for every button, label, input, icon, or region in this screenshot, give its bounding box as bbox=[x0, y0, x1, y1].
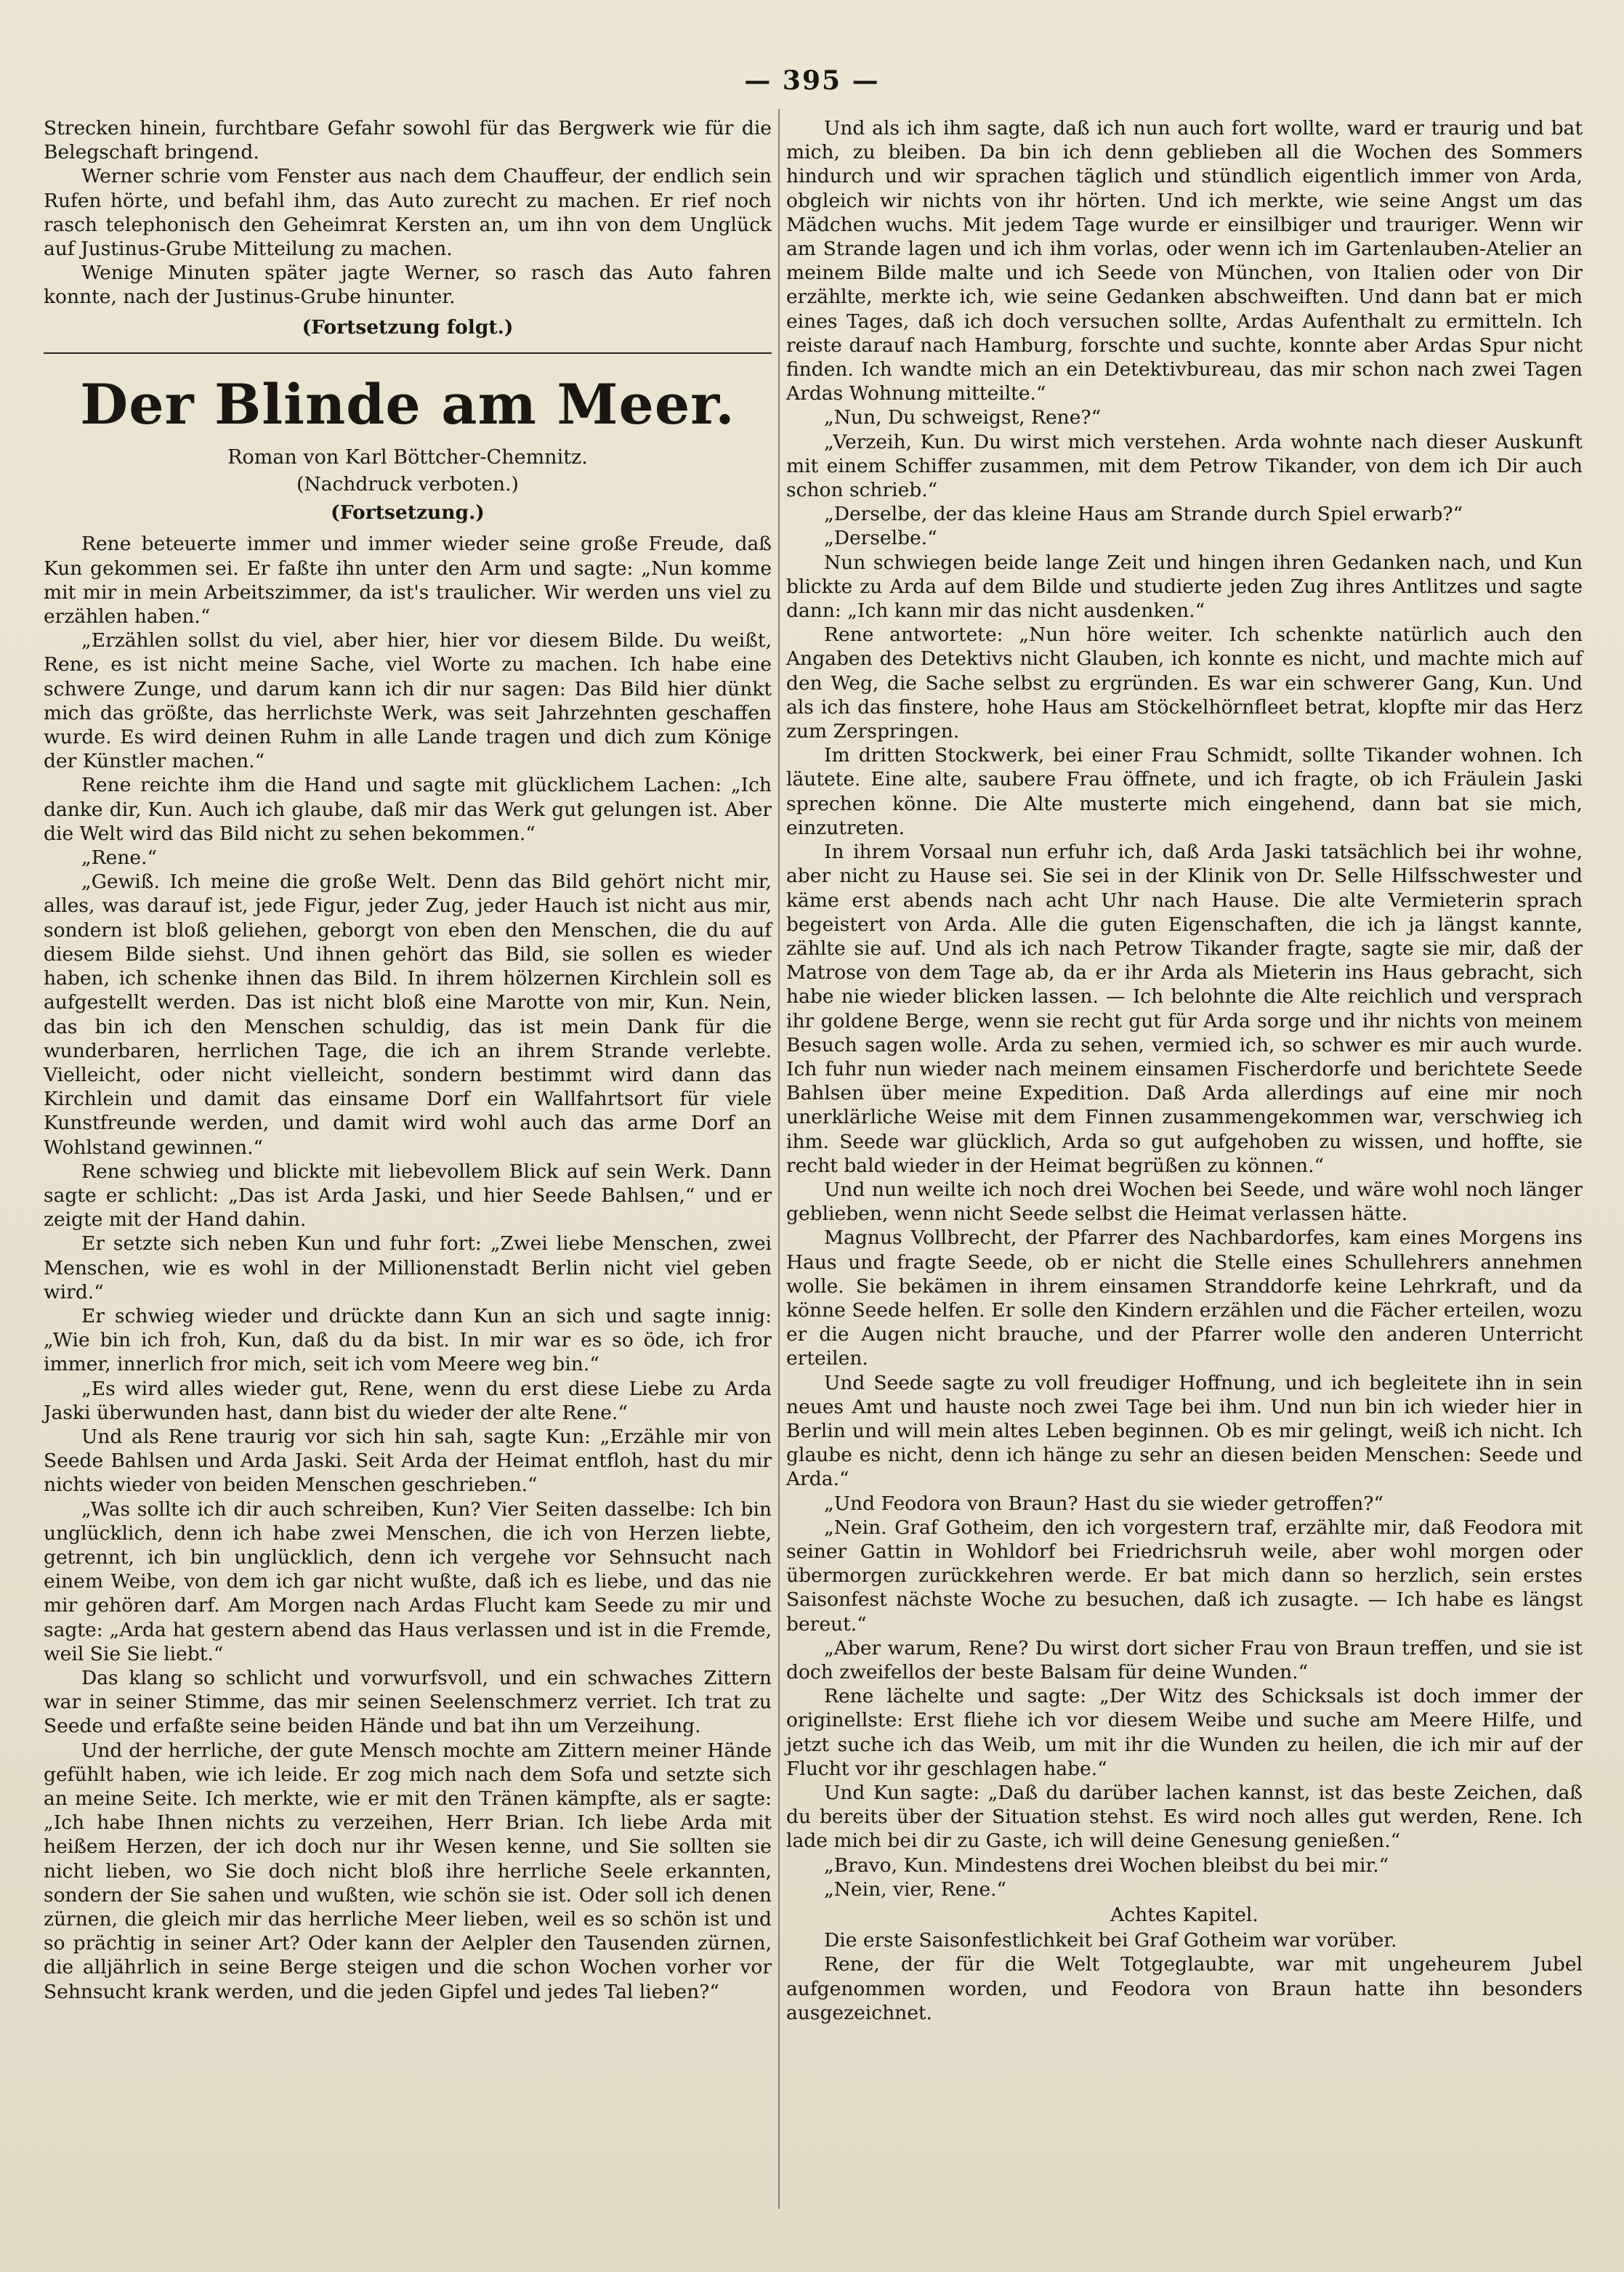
paragraph: „Aber warum, Rene? Du wirst dort sicher Frau von Braun treffen, und sie ist doch zweifellos der beste Balsam für deine Wunden.“ bbox=[786, 1636, 1583, 1683]
paragraph: Rene antwortete: „Nun höre weiter. Ich schenkte natürlich auch den Angaben des Detektivs nicht Glauben, ich konnte es nicht, und machte mich auf den Weg, die Sache selbst zu ergründen. Es war ein schwerer Gang, Kun. Und als ich das finstere, hohe Haus am Stöckelhörnfleet betrat, klopfte mir das Herz zum Zerspringen. bbox=[786, 623, 1583, 743]
paragraph: Rene, der für die Welt Totgeglaubte, war mit ungeheurem Jubel aufgenommen worden, und Feodora von Braun hatte ihn besonders ausgezeichnet. bbox=[786, 1953, 1583, 2024]
paragraph: Und als ich ihm sagte, daß ich nun auch fort wollte, ward er traurig und bat mich, zu bleiben. Da bin ich denn geblieben all die Wochen des Sommers hindurch und wir sprachen täglich und stündlich eigentlich immer von Arda, obgleich wir nichts von ihr hörten. Und ich merkte, wie seine Angst um das Mädchen wuchs. Mit jedem Tage wurde er einsilbiger und trauriger. Wenn wir am Strande lagen und ich ihm vorlas, oder wenn ich im Gartenlauben-Atelier an meinem Bilde malte und ich Seede von München, von Italien oder von Dir erzählte, merkte ich, wie seine Gedanken abschweiften. Und dann bat er mich eines Tages, daß ich doch versuchen sollte, Ardas Aufenthalt zu ermitteln. Ich reiste darauf nach Hamburg, forschte und suchte, konnte aber Ardas Spur nicht finden. Ich wandte mich an ein Detektivbureau, das mir schon nach zwei Tagen Ardas Wohnung mitteilte.“ bbox=[786, 117, 1583, 405]
paragraph: Im dritten Stockwerk, bei einer Frau Schmidt, sollte Tikander wohnen. Ich läutete. Eine alte, saubere Frau öffnete, und ich fragte, ob ich Fräulein Jaski sprechen könne. Die Alte musterte mich eingehend, dann bat sie mich, einzutreten. bbox=[786, 744, 1583, 839]
chapter-heading: Achtes Kapitel. bbox=[1110, 1904, 1259, 1927]
paragraph: Und Seede sagte zu voll freudiger Hoffnung, und ich begleitete ihn in sein neues Amt und hauste noch zwei Tage bei ihm. Und nun bin ich wieder hier in Berlin und will mein altes Leben beginnen. Ob es mir gelingt, weiß ich nicht. Ich glaube es nicht, denn ich hänge zu sehr an diesen beiden Menschen: Seede und Arda.“ bbox=[786, 1371, 1583, 1491]
page-number: — 395 — bbox=[744, 65, 880, 96]
paragraph: Werner schrie vom Fenster aus nach dem Chauffeur, der endlich sein Rufen hörte, und befahl ihm, das Auto zurecht zu machen. Er rief noch rasch telephonisch den Geheimrat Kersten an, um ihn von dem Unglück auf Justinus-Grube Mitteilung zu machen. bbox=[44, 165, 772, 261]
paragraph: Und als Rene traurig vor sich hin sah, sagte Kun: „Erzähle mir von Seede Bahlsen und Arda Jaski. Seit Arda der Heimat entfloh, hast du mir nichts wieder von beiden Menschen geschrieben.“ bbox=[44, 1425, 772, 1497]
paragraph: Und Kun sagte: „Daß du darüber lachen kannst, ist das beste Zeichen, daß du bereits über der Situation stehst. Es wird noch alles gut werden, Rene. Ich lade mich bei dir zu Gaste, ich will deine Genesung genießen.“ bbox=[786, 1782, 1583, 1853]
column-divider bbox=[778, 109, 780, 2209]
paragraph: „Nein. Graf Gotheim, den ich vorgestern traf, erzählte mir, daß Feodora mit seiner Gattin in Wohldorf bei Friedrichsruh weile, aber wohl morgen oder übermorgen zurückkehren werde. Er bat mich dann so herzlich, sein erstes Saisonfest nächste Woche zu besuchen, daß ich zusagte. — Ich habe es längst bereut.“ bbox=[786, 1516, 1583, 1636]
paragraph: „Es wird alles wieder gut, Rene, wenn du erst diese Liebe zu Arda Jaski überwunden hast, dann bist du wieder der alte Rene.“ bbox=[44, 1377, 772, 1424]
paragraph: Er schwieg wieder und drückte dann Kun an sich und sagte innig: „Wie bin ich froh, Kun, daß du da bist. In mir war es so öde, ich fror immer, innerlich fror mich, seit ich vom Meere weg bin.“ bbox=[44, 1304, 772, 1376]
story bbox=[44, 371, 772, 2004]
paragraph: „Nun, Du schweigst, Rene?“ bbox=[824, 406, 1102, 429]
paragraph: „Gewiß. Ich meine die große Welt. Denn das Bild gehört nicht mir, alles, was darauf ist, jede Figur, jeder Zug, jeder Hauch ist nicht aus mir, sondern ist bloß geliehen, geborgt von eben den Menschen, die du auf diesem Bilde siehst. Und ihnen gehört das Bild, sie sollen es wieder haben, ich schenke ihnen das Bild. In ihrem hölzernen Kirchlein soll es aufgestellt werden. Das ist nicht bloß eine Marotte von mir, Kun. Nein, das bin ich den Menschen schuldig, das ist mein Dank für die wunderbaren, herrlichen Tage, die ich an ihrem Strande verlebte. Vielleicht, oder nicht vielleicht, sondern bestimmt wird dann das Kirchlein und damit das einsame Dorf ein Wallfahrtsort für viele Kunstfreunde werden, und damit wird wohl auch das arme Dorf an Wohlstand gewinnen.“ bbox=[44, 870, 772, 1159]
paragraph: „Derselbe.“ bbox=[824, 527, 937, 550]
paragraph: Rene reichte ihm die Hand und sagte mit glücklichem Lachen: „Ich danke dir, Kun. Auch ich glaube, daß mir das Werk gut gelungen ist. Aber die Welt wird das Bild nicht zu sehen bekommen.“ bbox=[44, 774, 772, 845]
paragraph: Er setzte sich neben Kun und fuhr fort: „Zwei liebe Menschen, zwei Menschen, wie es wohl in der Millionenstadt Berlin nicht viel geben wird.“ bbox=[44, 1232, 772, 1303]
continuation-heading: (Fortsetzung.) bbox=[331, 501, 485, 525]
previous-story-end bbox=[44, 116, 772, 339]
paragraph: „Bravo, Kun. Mindestens drei Wochen bleibst du bei mir.“ bbox=[824, 1853, 1389, 1877]
story-byline: Roman von Karl Böttcher-Chemnitz. bbox=[227, 445, 588, 469]
paragraph: Rene schwieg und blickte mit liebevollem Blick auf sein Werk. Dann sagte er schlicht: „Das ist Arda Jaski, und hier Seede Bahlsen,“ und er zeigte mit der Hand dahin. bbox=[44, 1160, 772, 1232]
reprint-note: (Nachdruck verboten.) bbox=[296, 473, 519, 496]
story-title: Der Blinde am Meer. bbox=[80, 371, 735, 437]
paragraph: In ihrem Vorsaal nun erfuhr ich, daß Arda Jaski tatsächlich bei ihr wohne, aber nicht zu Hause sei. Sie sei in der Klinik von Dr. Selle Hilfsschwester und käme erst abends nach acht Uhr nach Hause. Die alte Vermieterin sprach begeistert von Arda. Alle die guten Eigenschaften, die ich ja längst kannte, zählte sie auf. Und als ich nach Petrow Tikander fragte, sagte sie mir, daß der Matrose von dem Tage ab, da er ihr Arda als Mieterin ins Haus gebracht, sich habe nie wieder blicken lassen. — Ich belohnte die Alte reichlich und versprach ihr goldene Berge, wenn sie recht gut für Arda sorge und ihr nichts von meinem Besuch sagen wolle. Arda zu sehen, vermied ich, so schwer es mir auch wurde. Ich fuhr nun wieder nach meinem einsamen Fischerdorfe und berichtete Seede Bahlsen über meine Expedition. Daß Arda allerdings auf eine mir noch unerklärliche Weise mit dem Finnen zusammengekommen war, verschwieg ich ihm. Seede war glücklich, Arda so gut aufgehoben zu wissen, und hoffte, sie recht bald wieder in der Heimat begrüßen zu können.“ bbox=[786, 841, 1583, 1177]
paragraph: „Erzählen sollst du viel, aber hier, hier vor diesem Bilde. Du weißt, Rene, es ist nicht meine Sache, viel Worte zu machen. Ich habe eine schwere Zunge, und darum kann ich dir nur sagen: Das Bild hier dünkt mich das größte, das herrlichste Werk, was seit Jahrzehnten geschaffen wurde. Es wird deinen Ruhm in alle Lande tragen und dich zum Könige der Künstler machen.“ bbox=[44, 629, 772, 773]
paragraph: Rene lächelte und sagte: „Der Witz des Schicksals ist doch immer der originellste: Erst fliehe ich vor diesem Weibe und suche am Meere Hilfe, und jetzt suche ich das Weib, um mit ihr die Wunden zu heilen, die ich mir auf der Flucht vor ihr geschlagen habe.“ bbox=[786, 1685, 1583, 1780]
paragraph: „Und Feodora von Braun? Hast du sie wieder getroffen?“ bbox=[824, 1492, 1384, 1515]
paragraph: „Derselbe, der das kleine Haus am Strande durch Spiel erwarb?“ bbox=[824, 503, 1463, 526]
paragraph: „Was sollte ich dir auch schreiben, Kun? Vier Seiten dasselbe: Ich bin unglücklich, denn ich habe zwei Menschen, die ich von Herzen liebte, getrennt, ich bin unglücklich, denn ich vergehe vor Sehnsucht nach einem Weibe, von dem ich gar nicht wußte, daß ich es liebe, und das nie mir gehören darf. Am Morgen nach Ardas Flucht kam Seede zu mir und sagte: „Arda hat gestern abend das Haus verlassen und ist in die Fremde, weil Sie Sie liebt.“ bbox=[44, 1497, 772, 1665]
paragraph: Rene beteuerte immer und immer wieder seine große Freude, daß Kun gekommen sei. Er faßte ihn unter den Arm und sagte: „Nun komme mit mir in mein Arbeitszimmer, da ist's traulicher. Wir werden uns viel zu erzählen haben.“ bbox=[44, 533, 772, 628]
paragraph: Strecken hinein, furchtbare Gefahr sowohl für das Bergwerk wie für die Belegschaft bringend. bbox=[44, 117, 772, 164]
paragraph: Die erste Saisonfestlichkeit bei Graf Gotheim war vorüber. bbox=[824, 1929, 1397, 1952]
right-column bbox=[786, 116, 1583, 2025]
paragraph: Nun schwiegen beide lange Zeit und hingen ihren Gedanken nach, und Kun blickte zu Arda auf dem Bilde und studierte jeden Zug ihres Antlitzes und sagte dann: „Ich kann mir das nicht ausdenken.“ bbox=[786, 551, 1583, 623]
paragraph: „Rene.“ bbox=[81, 846, 158, 870]
paragraph: „Verzeih, Kun. Du wirst mich verstehen. Arda wohnte nach dieser Auskunft mit einem Schiffer zusammen, mit dem Petrow Tikander, von dem ich Dir auch schon schrieb.“ bbox=[786, 430, 1583, 502]
section-divider bbox=[44, 352, 772, 354]
paragraph: Und nun weilte ich noch drei Wochen bei Seede, und wäre wohl noch länger geblieben, wenn nicht Seede selbst die Heimat verlassen hätte. bbox=[786, 1178, 1583, 1226]
paragraph: Und der herrliche, der gute Mensch mochte am Zittern meiner Hände gefühlt haben, wie ich leide. Er zog mich nach dem Sofa und setzte sich an meine Seite. Ich merkte, wie er mit den Tränen kämpfte, als er sagte: „Ich habe Ihnen nichts zu verzeihen, Herr Brian. Ich liebe Arda mit heißem Herzen, der ich doch nur ihr Wesen kenne, und Sie sollten sie nicht lieben, wo Sie doch nicht bloß ihre herrliche Seele erkannten, sondern der Sie sahen und wußten, wie schön sie ist. Oder soll ich denen zürnen, die gleich mir das herrliche Meer lieben, weil es so schön ist und so prächtig in seiner Art? Oder kann der Aelpler den Tausenden zürnen, die alljährlich in seine Berge steigen und die schon Wochen vorher vor Sehnsucht krank werden, und die jeden Gipfel und jedes Tal lieben?“ bbox=[44, 1739, 772, 2003]
paragraph: Wenige Minuten später jagte Werner, so rasch das Auto fahren konnte, nach der Justinus-Grube hinunter. bbox=[44, 262, 772, 309]
paragraph: „Nein, vier, Rene.“ bbox=[824, 1877, 1007, 1901]
left-column bbox=[44, 116, 772, 2004]
paragraph: Das klang so schlicht und vorwurfsvoll, und ein schwaches Zittern war in seiner Stimme, das mir seinen Seelenschmerz verriet. Ich trat zu Seede und erfaßte seine beiden Hände und bat ihn um Verzeihung. bbox=[44, 1666, 772, 1738]
to-be-continued-note: (Fortsetzung folgt.) bbox=[302, 315, 514, 339]
paragraph: Magnus Vollbrecht, der Pfarrer des Nachbardorfes, kam eines Morgens ins Haus und fragte Seede, ob er nicht die Stelle eines Schullehrers annehmen wolle. Sie bekämen in ihrem einsamen Stranddorfe keine Lehrkraft, und da könne Seede helfen. Er solle den Kindern erzählen und die Fächer erteilen, wozu er die Augen nicht brauche, und der Pfarrer wolle den anderen Unterricht erteilen. bbox=[786, 1226, 1583, 1370]
